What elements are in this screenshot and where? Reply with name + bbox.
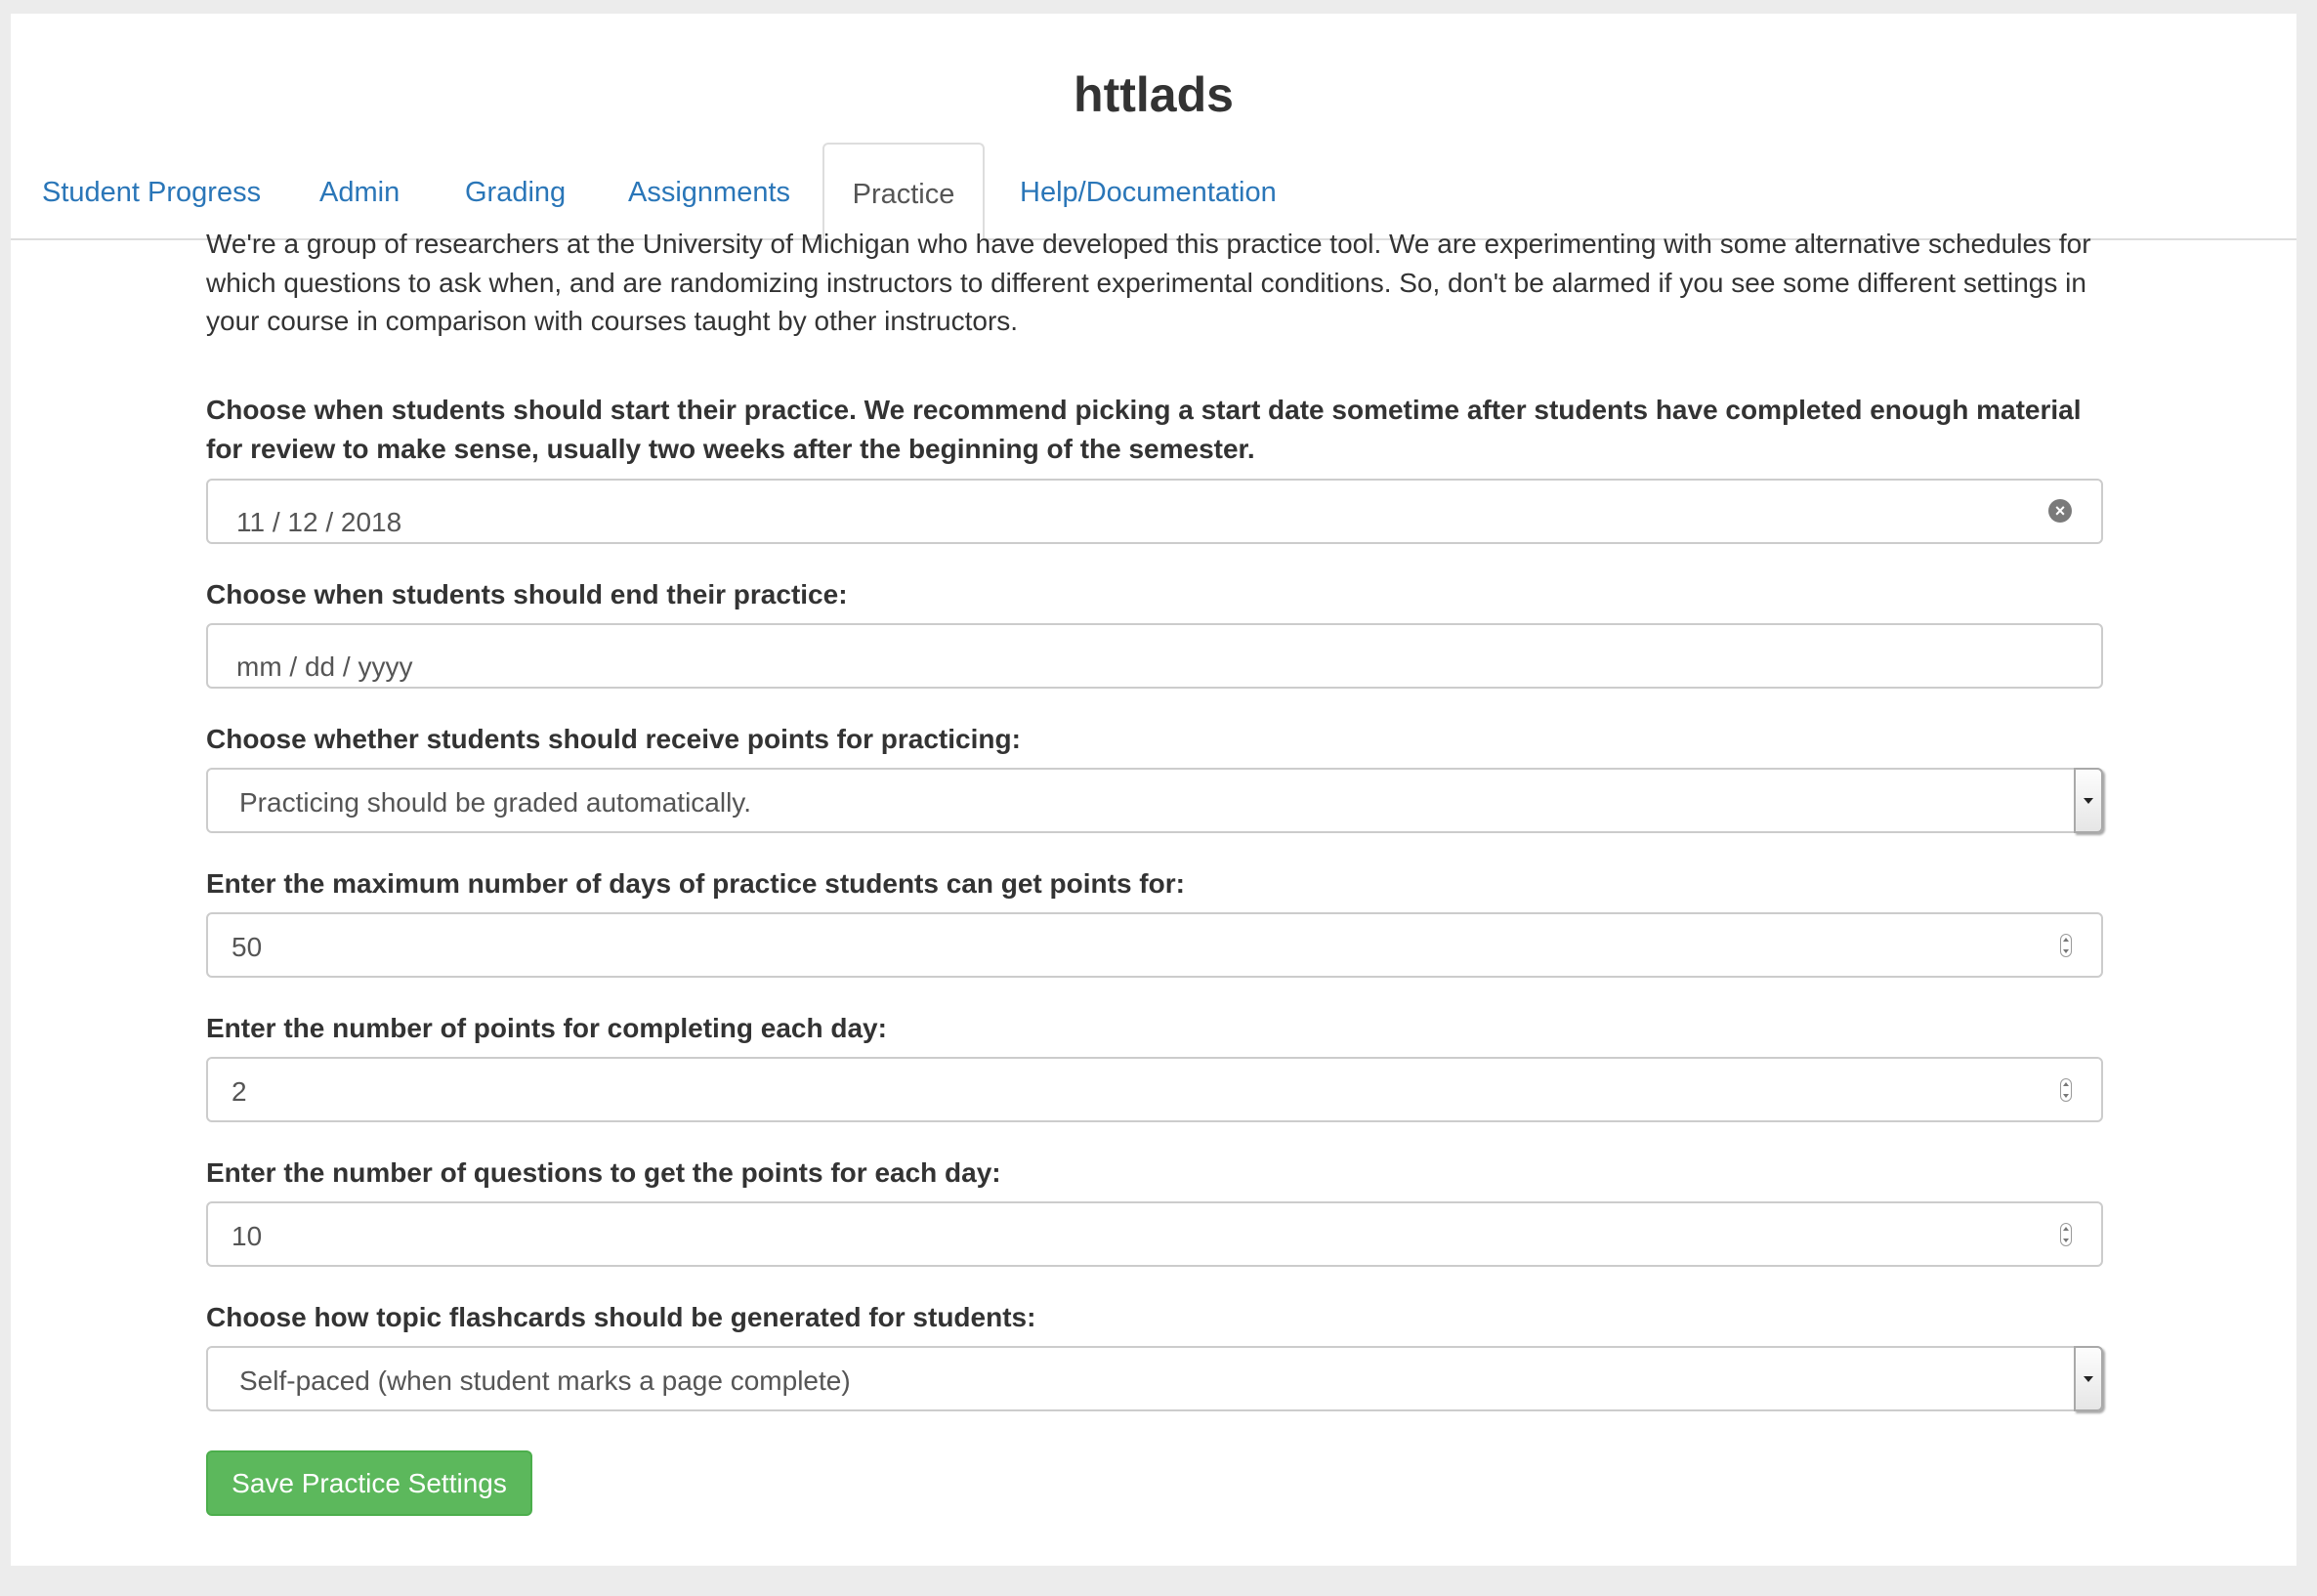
questions-per-day-input[interactable]	[206, 1201, 2103, 1267]
flashcards-select[interactable]	[206, 1346, 2103, 1411]
tab-assignments[interactable]: Assignments	[628, 177, 791, 208]
max-days-label: Enter the maximum number of days of practice students can get points for:	[206, 868, 1185, 899]
chevron-down-icon[interactable]	[2074, 1346, 2103, 1411]
tab-practice[interactable]: Practice	[822, 143, 985, 240]
clear-icon[interactable]: ×	[2048, 499, 2072, 523]
points-per-day-input[interactable]	[206, 1057, 2103, 1122]
questions-per-day-value: 10	[232, 1221, 263, 1251]
flashcards-label: Choose how topic flashcards should be generated for students:	[206, 1302, 1036, 1332]
graded-selected-value: Practicing should be graded automatically.	[239, 787, 752, 818]
spinner-icon[interactable]	[2060, 1078, 2072, 1102]
spinner-icon[interactable]	[2060, 934, 2072, 957]
end-date-input[interactable]	[206, 623, 2103, 689]
points-per-day-value: 2	[232, 1076, 247, 1107]
main-panel	[11, 14, 2296, 1566]
page-title: httlads	[1074, 67, 1234, 122]
graded-select[interactable]	[206, 768, 2103, 833]
intro-text: We're a group of researchers at the University of Michigan who have developed this practice tool. We are experimenting with some alternative schedules for which questions to ask when, and are randomizing instructors to different experimental conditions. So, don't be alarmed if you see some different settings in your course in comparison with courses taught by other instructors.	[206, 229, 2091, 336]
start-date-value: 11 / 12 / 2018	[236, 507, 402, 537]
spinner-icon[interactable]	[2060, 1223, 2072, 1246]
tab-grading[interactable]: Grading	[465, 177, 567, 208]
max-days-input[interactable]	[206, 912, 2103, 978]
tab-help-documentation[interactable]: Help/Documentation	[1020, 177, 1277, 208]
points-per-day-label: Enter the number of points for completing each day:	[206, 1013, 887, 1043]
start-date-input[interactable]	[206, 479, 2103, 544]
graded-label: Choose whether students should receive points for practicing:	[206, 724, 1021, 754]
flashcards-selected-value: Self-paced (when student marks a page complete)	[239, 1365, 851, 1396]
chevron-down-icon[interactable]	[2074, 768, 2103, 833]
end-date-placeholder: mm / dd / yyyy	[236, 651, 413, 682]
save-practice-settings-button[interactable]: Save Practice Settings	[206, 1450, 532, 1516]
start-date-label: Choose when students should start their practice. We recommend picking a start date sometime after students have completed enough material for review to make sense, usually two weeks after the beginning of the semester.	[206, 395, 2082, 464]
tab-admin[interactable]: Admin	[319, 177, 400, 208]
questions-per-day-label: Enter the number of questions to get the points for each day:	[206, 1157, 1001, 1188]
end-date-label: Choose when students should end their practice:	[206, 579, 848, 609]
max-days-value: 50	[232, 932, 263, 962]
tab-student-progress[interactable]: Student Progress	[42, 177, 262, 208]
